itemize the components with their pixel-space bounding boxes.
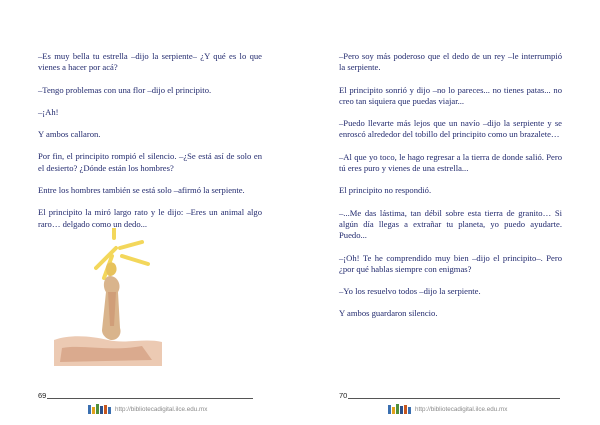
left-page-text <box>38 51 262 241</box>
books-icon <box>88 404 111 414</box>
desert-sand-shadow <box>60 346 152 362</box>
paragraph: –¡Oh! Te he comprendido muy bien –dijo el principito–. Pero ¿por qué hablas siempre con enigmas? <box>339 252 562 274</box>
footer <box>88 403 207 415</box>
page-number: 69 <box>38 391 47 400</box>
star-rays <box>96 228 148 278</box>
footer-url[interactable]: http://bibliotecadigital.ilce.edu.mx <box>415 405 508 413</box>
paragraph: –Yo los resuelvo todos –dijo la serpiente. <box>339 286 481 297</box>
paragraph: El principito sonrió y dijo –no lo pareces... no tienes patas... no creo tan siquiera que puedas viajar... <box>339 84 562 106</box>
paragraph: –Al que yo toco, le hago regresar a la tierra de donde salió. Pero tú eres puro y vienes de una estrella... <box>339 151 562 174</box>
paragraph: Y ambos callaron. <box>38 129 101 140</box>
footer <box>388 403 507 415</box>
paragraph: El principito no respondió. <box>339 185 432 196</box>
right-page <box>300 0 600 425</box>
paragraph: El principito la miró largo rato y le dijo: –Eres un animal algo raro… delgado como un dedo... <box>38 207 262 229</box>
paragraph: –Tengo problemas con una flor –dijo el principito. <box>38 84 212 95</box>
paragraph: –Puedo llevarte más lejos que un navío –dijo la serpiente y se enroscó alrededor del tobillo del principito como un brazalete… <box>339 118 562 140</box>
paragraph: Entre los hombres también se está solo –afirmó la serpiente. <box>38 185 245 196</box>
books-icon <box>388 404 411 414</box>
page-rule <box>348 398 560 399</box>
page-number: 70 <box>339 391 348 400</box>
paragraph: –...Me das lástima, tan débil sobre esta tierra de granito… Si algún día llegas a extrañar tu planeta, yo puedo ayudarte. Puedo... <box>339 207 562 241</box>
paragraph: –¡Ah! <box>38 106 59 117</box>
paragraph: –Es muy bella tu estrella –dijo la serpiente– ¿Y qué es lo que vienes a hacer por acá? <box>38 51 262 73</box>
paragraph: Y ambos guardaron silencio. <box>339 308 438 319</box>
footer-url[interactable]: http://bibliotecadigital.ilce.edu.mx <box>115 405 208 413</box>
right-page-text <box>339 51 562 331</box>
little-prince-illustration <box>52 228 164 366</box>
paragraph: Por fin, el principito rompió el silencio. –¿Se está así de solo en el desierto? ¿Dónde están los hombres? <box>38 151 262 173</box>
page-rule <box>47 398 253 399</box>
paragraph: –Pero soy más poderoso que el dedo de un rey –le interrumpió la serpiente. <box>339 51 562 73</box>
